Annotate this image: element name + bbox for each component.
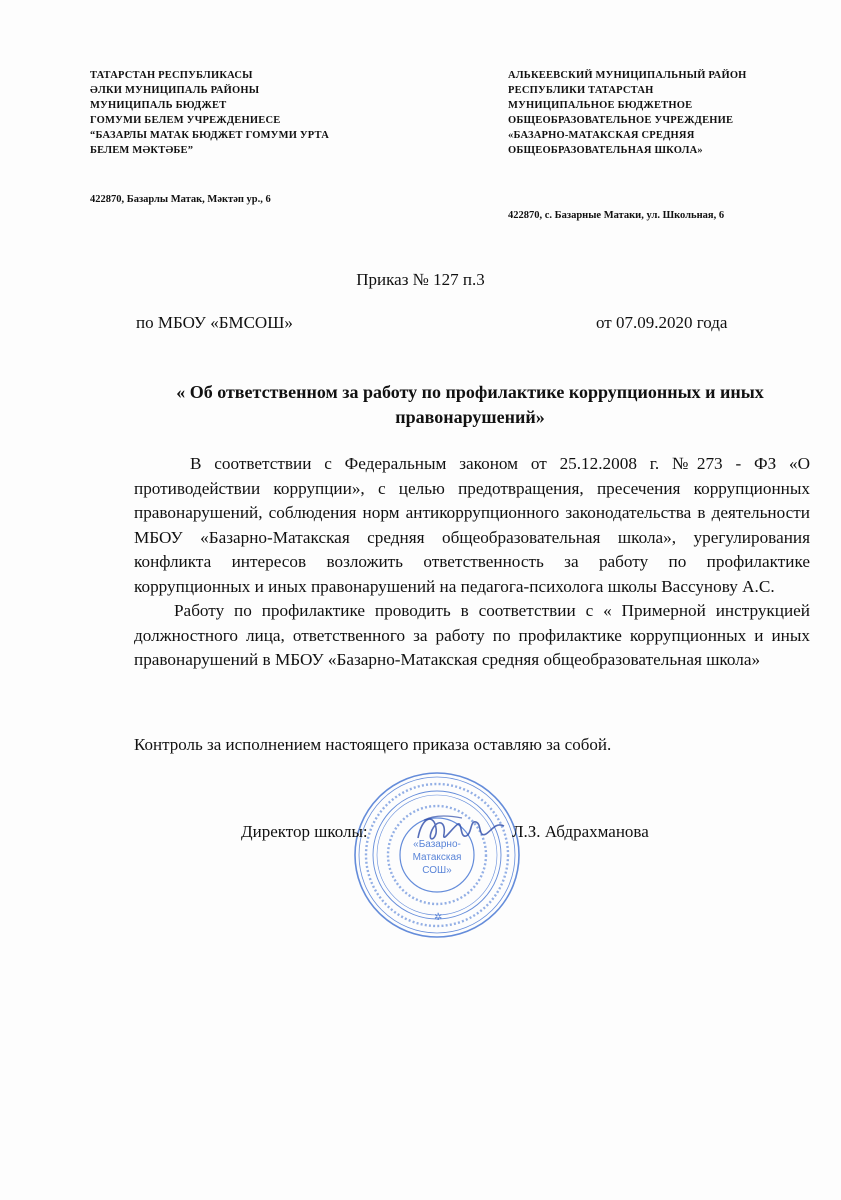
- order-subject: « Об ответственном за работу по профилактике коррупционных и иных правонарушений»: [176, 382, 764, 427]
- header-right-line: АЛЬКЕЕВСКИЙ МУНИЦИПАЛЬНЫЙ РАЙОН: [508, 70, 747, 81]
- header-left-block: [90, 68, 420, 158]
- header-left-line: “БАЗАРЛЫ МАТАК БЮДЖЕТ ГОМУМИ УРТА: [90, 130, 329, 141]
- order-organization: по МБОУ «БМСОШ»: [136, 313, 293, 332]
- header-left-line: БЕЛЕМ МӘКТӘБЕ”: [90, 145, 194, 156]
- header-left-address: 422870, Базарлы Матак, Мәктәп ур., 6: [90, 194, 271, 205]
- header-right-block: [508, 68, 818, 158]
- header-right-line: МУНИЦИПАЛЬНОЕ БЮДЖЕТНОЕ: [508, 100, 693, 111]
- header-right-line: ОБЩЕОБРАЗОВАТЕЛЬНАЯ ШКОЛА»: [508, 145, 703, 156]
- order-body: [134, 452, 810, 673]
- header-left-line: МУНИЦИПАЛЬ БЮДЖЕТ: [90, 100, 227, 111]
- stamp-center-line: СОШ»: [422, 865, 452, 876]
- school-stamp: [352, 770, 522, 940]
- stamp-center-line: Матакская: [412, 852, 462, 863]
- order-title: Приказ № 127 п.3: [356, 270, 485, 289]
- stamp-star-icon: ✲: [434, 912, 443, 923]
- header-right-line: «БАЗАРНО-МАТАКСКАЯ СРЕДНЯЯ: [508, 130, 695, 141]
- stamp-center-line: «Базарно-: [413, 839, 461, 850]
- control-statement: Контроль за исполнением настоящего приказа оставляю за собой.: [134, 735, 612, 754]
- header-left-line: ТАТАРСТАН РЕСПУБЛИКАСЫ: [90, 70, 253, 81]
- body-paragraph-2: Работу по профилактике проводить в соответствии с « Примерной инструкцией должностного лица, ответственного за работу по профилактике коррупционных и иных правонарушений в МБОУ «Базарно-Матакская средняя общеобразовательная школа»: [134, 601, 810, 669]
- order-date: от 07.09.2020 года: [596, 313, 728, 332]
- header-right-line: ОБЩЕОБРАЗОВАТЕЛЬНОЕ УЧРЕЖДЕНИЕ: [508, 115, 734, 126]
- director-signature: [412, 808, 512, 852]
- header-left-line: ГОМУМИ БЕЛЕМ УЧРЕЖДЕНИЕСЕ: [90, 115, 281, 126]
- header-left-line: ӘЛКИ МУНИЦИПАЛЬ РАЙОНЫ: [90, 85, 260, 96]
- header-right-line: РЕСПУБЛИКИ ТАТАРСТАН: [508, 85, 654, 96]
- header-right-address: 422870, с. Базарные Матаки, ул. Школьная, 6: [508, 210, 725, 221]
- signature-name: Л.З. Абдрахманова: [512, 822, 649, 841]
- signature-role: Директор школы:: [241, 822, 368, 841]
- body-paragraph-1: В соответствии с Федеральным законом от 25.12.2008 г. №273 - ФЗ «О противодействии коррупции», с целью предотвращения, пресечения коррупционных правонарушений, соблюдения норм антикоррупционного законодательства в деятельности МБОУ «Базарно-Матакская средняя общеобразовательная школа», урегулирования конфликта интересов возложить ответственность за работу по профилактике коррупционных и иных правонарушений на педагога-психолога школы Вассунову А.С.: [134, 454, 810, 596]
